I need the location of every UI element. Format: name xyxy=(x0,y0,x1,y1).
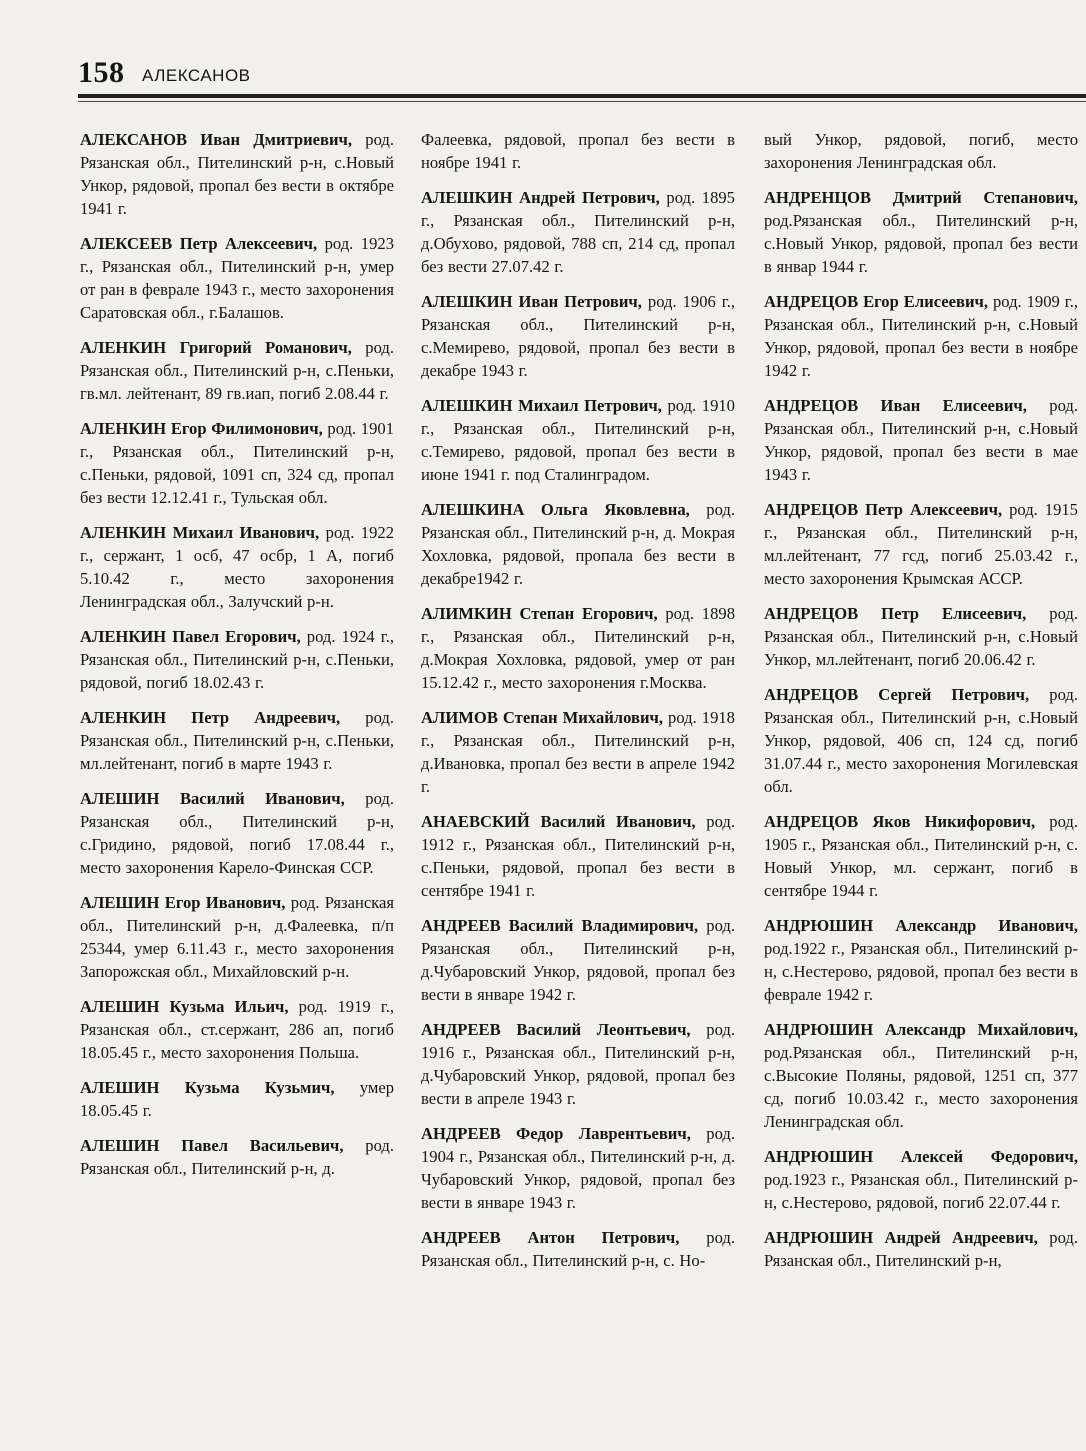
biography-entry xyxy=(421,1122,735,1214)
entry-name: АНАЕВСКИЙ Василий Иванович, xyxy=(421,812,696,831)
entry-details: род. Рязанская обл., Пителинский р-н, д.Чубаровский Ункор, рядовой, пропал без вести в январе 1942 г. xyxy=(421,916,735,1004)
text-column-2 xyxy=(421,128,735,1284)
entry-name: АЛЕШИН Егор Иванович, xyxy=(80,893,286,912)
entry-details: род. 1918 г., Рязанская обл., Пителинский р-н, д.Ивановка, пропал без вести в апреле 1942 г. xyxy=(421,708,735,796)
entry-name: АНДРЮШИН Андрей Андреевич, xyxy=(764,1228,1038,1247)
entry-details: род.1923 г., Рязанская обл., Пителинский р-н, с.Нестерово, рядовой, погиб 22.07.44 г. xyxy=(764,1170,1078,1212)
entry-details: вый Ункор, рядовой, погиб, место захоронения Ленинградская обл. xyxy=(764,130,1078,172)
entry-details: род. 1916 г., Рязанская обл., Пителинский р-н, д.Чубаровский Ункор, рядовой, пропал без вести в апреле 1943 г. xyxy=(421,1020,735,1108)
entry-name: АЛЕНКИН Павел Егорович, xyxy=(80,627,301,646)
entry-details: род. 1898 г., Рязанская обл., Пителинский р-н, д.Мокрая Хохловка, рядовой, умер от ран 15.12.42 г., место захоронения г.Москва. xyxy=(421,604,735,692)
biography-entry xyxy=(764,394,1078,486)
entry-name: АЛЕШИН Василий Иванович, xyxy=(80,789,345,808)
entry-details: род. Рязанская обл., Пителинский р-н, с.Новый Ункор, рядовой, пропал без вести в мае 1943 г. xyxy=(764,396,1079,484)
entry-name: АНДРЕЕВ Василий Владимирович, xyxy=(421,916,699,935)
biography-entry xyxy=(764,128,1078,174)
biography-entry xyxy=(80,1076,394,1122)
biography-entry xyxy=(764,290,1078,382)
biography-entry xyxy=(421,810,735,902)
header-rule-thick xyxy=(78,94,1086,98)
running-head: АЛЕКСАНОВ xyxy=(142,66,251,85)
entry-name: АНДРЕЕВ Василий Леонтьевич, xyxy=(421,1020,691,1039)
entry-name: АЛЕШКИНА Ольга Яковлевна, xyxy=(421,500,690,519)
entry-name: АЛЕНКИН Егор Филимонович, xyxy=(80,419,323,438)
entry-details: род. 1922 г., сержант, 1 осб, 47 осбр, 1 А, погиб 5.10.42 г., место захоронения Ленинградская обл., Залучский р-н. xyxy=(80,523,394,611)
entry-name: АЛЕНКИН Петр Андреевич, xyxy=(80,708,341,727)
biography-entry xyxy=(80,625,394,694)
biography-entry xyxy=(764,914,1078,1006)
entry-details: род. Рязанская обл., Пителинский р-н, с.Пеньки, гв.мл. лейтенант, 89 гв.иап, погиб 2.08.44 г. xyxy=(80,338,394,403)
entry-name: АНДРЕЦОВ Петр Алексеевич, xyxy=(764,500,1003,519)
entry-details: род.1922 г., Рязанская обл., Пителинский р-н, с.Нестерово, рядовой, пропал без вести в феврале 1942 г. xyxy=(764,939,1078,1004)
biography-entry xyxy=(80,995,394,1064)
biography-entry xyxy=(80,128,394,220)
entry-name: АНДРЕЦОВ Иван Елисеевич, xyxy=(764,396,1027,415)
entry-details: род.Рязанская обл., Пителинский р-н, с.Высокие Поляны, рядовой, 1251 сп, 377 сд, погиб 10.03.42 г., место захоронения Ленинградская обл. xyxy=(764,1043,1078,1131)
biography-entry xyxy=(764,810,1078,902)
biography-entry xyxy=(421,498,735,590)
biography-entry xyxy=(421,602,735,694)
entry-details: род. 1901 г., Рязанская обл., Пителинский р-н, с.Пеньки, рядовой, 1091 сп, 324 сд, пропал без вести 12.12.41 г., Тульская обл. xyxy=(80,419,394,507)
biography-entry xyxy=(80,232,394,324)
biography-entry xyxy=(421,1226,735,1272)
entry-details: род. 1923 г., Рязанская обл., Пителинский р-н, умер от ран в феврале 1943 г., место захоронения Саратовская обл., г.Балашов. xyxy=(80,234,394,322)
biography-entry xyxy=(421,1018,735,1110)
entry-name: АНДРЕЦОВ Егор Елисеевич, xyxy=(764,292,989,311)
entry-details: род. Рязанская обл., Пителинский р-н, с.Гридино, рядовой, погиб 17.08.44 г., место захоронения Карело-Финская ССР. xyxy=(80,789,394,877)
entry-details: род. Рязанская обл., Пителинский р-н, д.Фалеевка, п/п 25344, умер 6.11.43 г., место захоронения Запорожская обл., Михайловский р-н. xyxy=(80,893,394,981)
entry-details: род. 1906 г., Рязанская обл., Пителинский р-н, с.Мемирево, рядовой, пропал без вести в декабре 1943 г. xyxy=(421,292,735,380)
text-column-3 xyxy=(764,128,1078,1284)
entry-details: род. 1915 г., Рязанская обл., Пителинский р-н, мл.лейтенант, 77 гсд, погиб 25.03.42 г., место захоронения Крымская АССР. xyxy=(764,500,1078,588)
entry-name: АЛЕНКИН Михаил Иванович, xyxy=(80,523,320,542)
entry-details: род. Рязанская обл., Пителинский р-н, с.Новый Ункор, рядовой, пропал без вести в октябре 1941 г. xyxy=(80,130,394,218)
entry-name: АНДРЮШИН Александр Михайлович, xyxy=(764,1020,1078,1039)
entry-name: АЛЕШИН Павел Васильевич, xyxy=(80,1136,344,1155)
entry-name: АНДРЕЦОВ Яков Никифорович, xyxy=(764,812,1036,831)
entry-details: Фалеевка, рядовой, пропал без вести в ноябре 1941 г. xyxy=(421,130,735,172)
entry-details: род. 1910 г., Рязанская обл., Пителинский р-н, с.Темирево, рядовой, пропал без вести в июне 1941 г. под Сталинградом. xyxy=(421,396,735,484)
entry-name: АЛЕКСЕЕВ Петр Алексеевич, xyxy=(80,234,318,253)
entry-details: род. 1895 г., Рязанская обл., Пителинский р-н, д.Обухово, рядовой, 788 сп, 214 сд, пропал без вести 27.07.42 г. xyxy=(421,188,735,276)
entry-details: род. 1919 г., Рязанская обл., ст.сержант, 286 ап, погиб 18.05.45 г., место захоронения Польша. xyxy=(80,997,394,1062)
biography-entry xyxy=(421,914,735,1006)
entry-details: род. Рязанская обл., Пителинский р-н, с.Новый Ункор, мл.лейтенант, погиб 20.06.42 г. xyxy=(764,604,1079,669)
entry-name: АЛЕШКИН Андрей Петрович, xyxy=(421,188,660,207)
entry-name: АЛЕШКИН Иван Петрович, xyxy=(421,292,642,311)
entry-name: АЛИМОВ Степан Михайлович, xyxy=(421,708,664,727)
biography-entry xyxy=(764,498,1078,590)
entry-details: род. 1905 г., Рязанская обл., Пителинский р-н, с. Новый Ункор, мл. сержант, погиб в сентябре 1944 г. xyxy=(764,812,1078,900)
biography-entry xyxy=(421,290,735,382)
entry-details: умер 18.05.45 г. xyxy=(80,1078,394,1120)
biography-entry xyxy=(421,186,735,278)
entry-details: род. 1924 г., Рязанская обл., Пителинский р-н, с.Пеньки, рядовой, погиб 18.02.43 г. xyxy=(80,627,394,692)
entry-details: род. Рязанская обл., Пителинский р-н, xyxy=(764,1228,1078,1270)
biography-entry xyxy=(764,602,1078,671)
entry-details: род. Рязанская обл., Пителинский р-н, с.Пеньки, мл.лейтенант, погиб в марте 1943 г. xyxy=(80,708,395,773)
entry-details: род. Рязанская обл., Пителинский р-н, д. xyxy=(80,1136,394,1178)
entry-name: АЛЕШИН Кузьма Кузьмич, xyxy=(80,1078,335,1097)
biography-entry xyxy=(80,787,394,879)
text-column-1 xyxy=(80,128,394,1192)
biography-entry xyxy=(764,1018,1078,1133)
biography-entry xyxy=(764,186,1078,278)
page-number: 158 xyxy=(78,56,125,89)
entry-name: АНДРЮШИН Алексей Федорович, xyxy=(764,1147,1078,1166)
entry-details: род.Рязанская обл., Пителинский р-н, с.Новый Ункор, рядовой, пропал без вести в январ 1944 г. xyxy=(764,211,1078,276)
biography-entry xyxy=(80,891,394,983)
entry-name: АНДРЮШИН Александр Иванович, xyxy=(764,916,1078,935)
entry-details: род. 1912 г., Рязанская обл., Пителинский р-н, с.Пеньки, рядовой, пропал без вести в сентябре 1941 г. xyxy=(421,812,735,900)
entry-name: АЛЕШИН Кузьма Ильич, xyxy=(80,997,289,1016)
entry-name: АНДРЕЕВ Федор Лаврентьевич, xyxy=(421,1124,691,1143)
header-rule-thin xyxy=(78,101,1086,102)
biography-entry xyxy=(764,683,1078,798)
page-header xyxy=(78,56,1078,96)
entry-details: род. 1904 г., Рязанская обл., Пителинский р-н, д. Чубаровский Ункор, рядовой, пропал без вести в январе 1943 г. xyxy=(421,1124,736,1212)
entry-name: АНДРЕЦОВ Сергей Петрович, xyxy=(764,685,1030,704)
entry-name: АНДРЕЕВ Антон Петрович, xyxy=(421,1228,680,1247)
biography-entry xyxy=(764,1226,1078,1272)
entry-name: АЛЕНКИН Григорий Романович, xyxy=(80,338,352,357)
entry-name: АНДРЕНЦОВ Дмитрий Степанович, xyxy=(764,188,1078,207)
entry-name: АЛЕКСАНОВ Иван Дмитриевич, xyxy=(80,130,353,149)
biography-entry xyxy=(80,336,394,405)
biography-entry xyxy=(80,417,394,509)
entry-details: род. Рязанская обл., Пителинский р-н, с. Но- xyxy=(421,1228,736,1270)
biography-entry xyxy=(421,394,735,486)
entry-details: род. 1909 г., Рязанская обл., Пителинский р-н, с.Новый Ункор, рядовой, пропал без вести в ноябре 1942 г. xyxy=(764,292,1078,380)
biography-entry xyxy=(421,128,735,174)
biography-entry xyxy=(421,706,735,798)
biography-entry xyxy=(80,1134,394,1180)
biography-entry xyxy=(80,706,394,775)
entry-name: АЛЕШКИН Михаил Петрович, xyxy=(421,396,662,415)
entry-details: род. Рязанская обл., Пителинский р-н, с.Новый Ункор, рядовой, 406 сп, 124 сд, погиб 31.07.44 г., место захоронения Могилевская обл. xyxy=(764,685,1079,796)
entry-details: род. Рязанская обл., Пителинский р-н, д. Мокрая Хохловка, рядовой, пропала без вести в декабре1942 г. xyxy=(421,500,736,588)
biography-entry xyxy=(764,1145,1078,1214)
biography-entry xyxy=(80,521,394,613)
entry-name: АЛИМКИН Степан Егорович, xyxy=(421,604,658,623)
entry-name: АНДРЕЦОВ Петр Елисеевич, xyxy=(764,604,1027,623)
